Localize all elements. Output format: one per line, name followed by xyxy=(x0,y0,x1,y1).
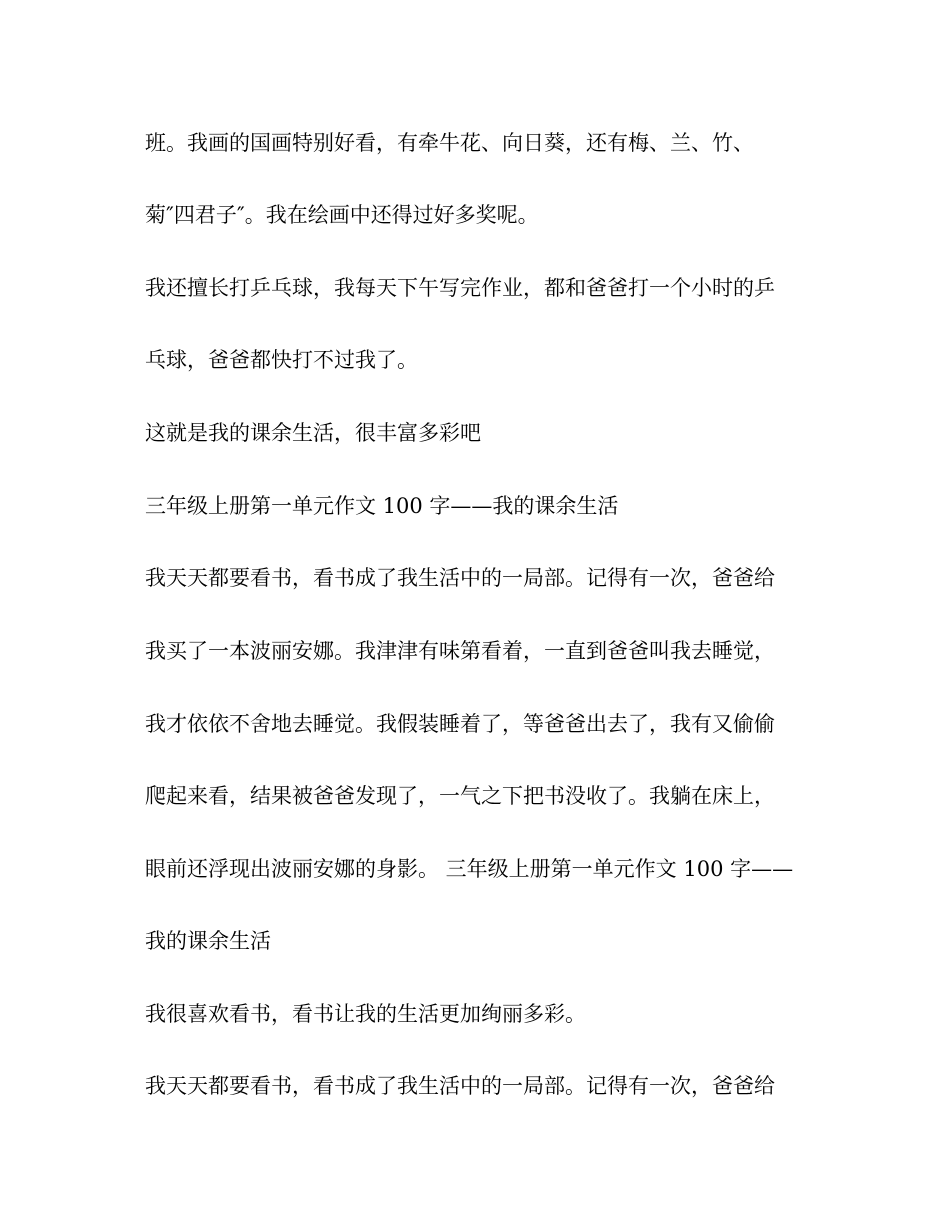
text-line: 我买了一本波丽安娜。我津津有味第看着，一直到爸爸叫我去睡觉， xyxy=(145,639,775,663)
text-line: 乓球，爸爸都快打不过我了。 xyxy=(145,348,418,372)
text-line: 我才依依不舍地去睡觉。我假装睡着了，等爸爸出去了，我有又偷偷 xyxy=(145,712,775,736)
text-line: 我还擅长打乒乓球，我每天下午写完作业，都和爸爸打一个小时的乒 xyxy=(145,276,775,300)
text-line: 我的课余生活 xyxy=(145,929,271,953)
text-line: 我天天都要看书，看书成了我生活中的一局部。记得有一次，爸爸给 xyxy=(145,566,775,590)
text-line: 我很喜欢看书，看书让我的生活更加绚丽多彩。 xyxy=(145,1002,586,1026)
essay-title: 三年级上册第一单元作文 100 字——我的课余生活 xyxy=(145,494,619,518)
text-line: 这就是我的课余生活，很丰富多彩吧 xyxy=(145,421,481,445)
text-line: 菊″四君子″。我在绘画中还得过好多奖呢。 xyxy=(145,203,539,227)
text-line: 我天天都要看书，看书成了我生活中的一局部。记得有一次，爸爸给 xyxy=(145,1074,775,1098)
text-line: 爬起来看，结果被爸爸发现了，一气之下把书没收了。我躺在床上， xyxy=(145,784,775,808)
text-line: 眼前还浮现出波丽安娜的身影。 三年级上册第一单元作文 100 字—— xyxy=(145,857,794,881)
text-line: 班。我画的国画特别好看，有牵牛花、向日葵，还有梅、兰、竹、 xyxy=(145,131,754,155)
